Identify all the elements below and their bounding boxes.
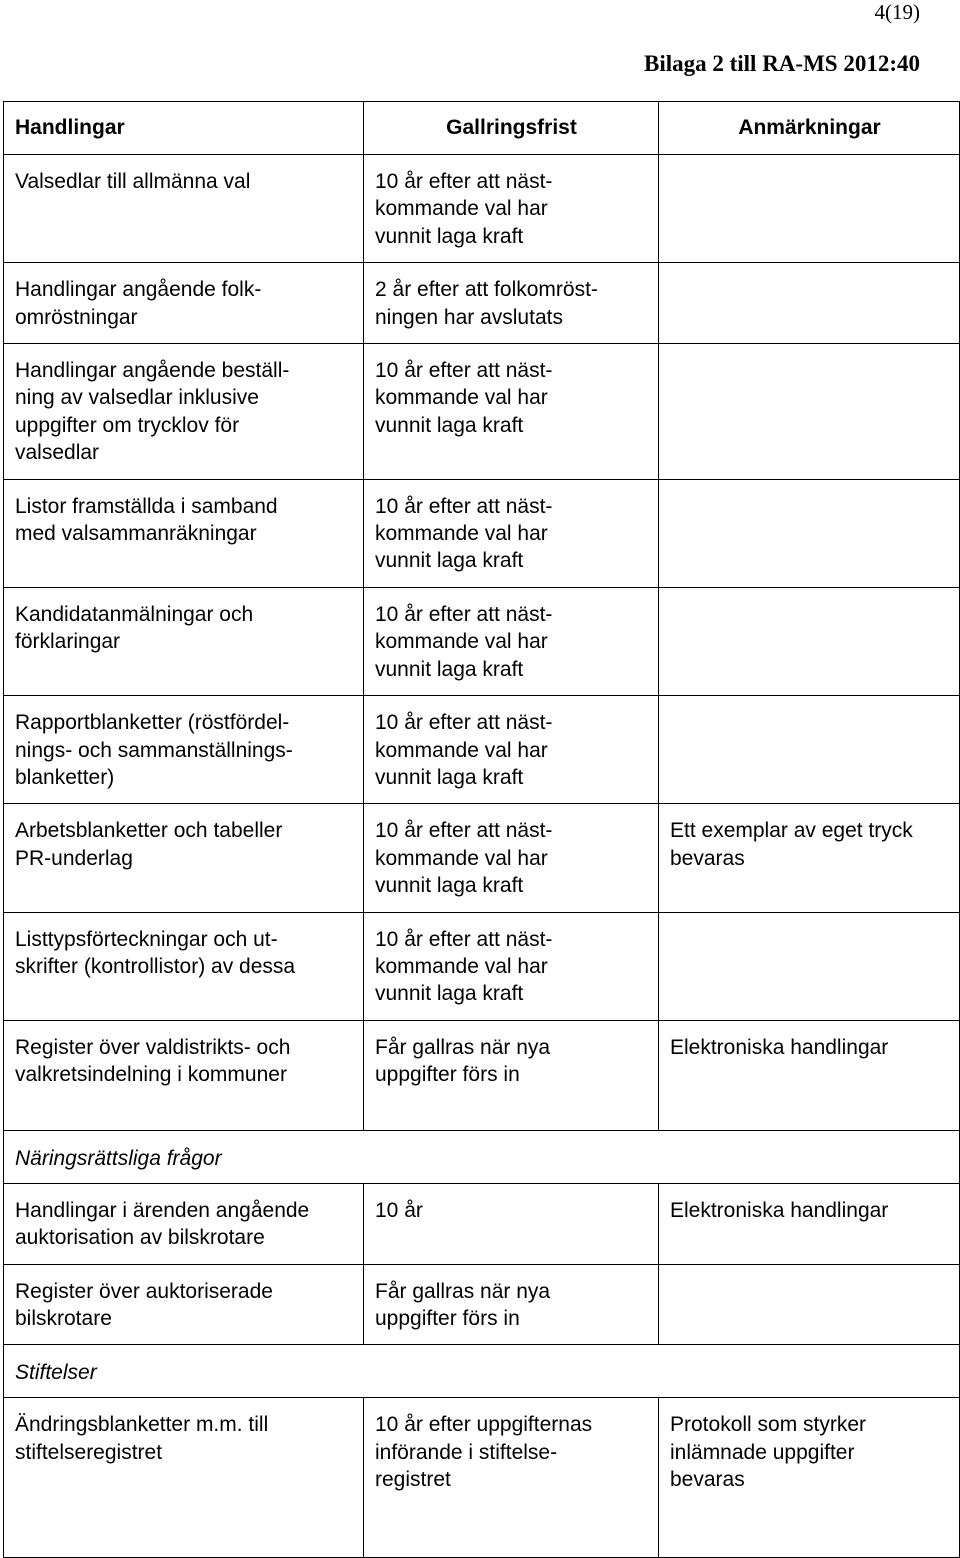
table-row bbox=[4, 155, 960, 263]
row-gallringsfrist: Får gallras när nya uppgifter förs in bbox=[375, 1279, 551, 1330]
appendix-label: Bilaga 2 till RA-MS 2012:40 bbox=[644, 51, 920, 76]
row-anmarkning: Ett exemplar av eget tryck bevaras bbox=[670, 819, 913, 870]
row-handling: Listtypsförteckningar och ut- skrifter (kontrollistor) av dessa bbox=[15, 927, 296, 978]
retention-table bbox=[3, 101, 960, 1558]
table-row bbox=[4, 1020, 960, 1130]
table-row bbox=[4, 804, 960, 912]
column-header-gallringsfrist: Gallringsfrist bbox=[364, 102, 659, 155]
table-row bbox=[4, 587, 960, 695]
row-anmarkning: Elektroniska handlingar bbox=[670, 1198, 889, 1222]
row-gallringsfrist: 10 år efter att näst- kommande val har vunnit laga kraft bbox=[375, 494, 553, 573]
row-gallringsfrist: 10 år efter att näst- kommande val har vunnit laga kraft bbox=[375, 819, 553, 898]
column-header-anmarkningar: Anmärkningar bbox=[659, 102, 960, 155]
row-handling: Valsedlar till allmänna val bbox=[15, 170, 251, 193]
table-row bbox=[4, 912, 960, 1020]
row-gallringsfrist: 10 år efter att näst- kommande val har vunnit laga kraft bbox=[375, 359, 553, 437]
row-handling: Handlingar i ärenden angående auktorisation av bilskrotare bbox=[15, 1198, 310, 1250]
table-row bbox=[4, 1183, 960, 1264]
row-gallringsfrist: 10 år efter att näst- kommande val har vunnit laga kraft bbox=[375, 602, 553, 681]
section-heading-naringsrattsliga: Näringsrättsliga frågor bbox=[15, 1146, 222, 1170]
section-row bbox=[4, 1345, 960, 1398]
row-handling: Arbetsblanketter och tabeller PR-underlag bbox=[15, 819, 283, 870]
table-row bbox=[4, 1398, 960, 1558]
row-gallringsfrist: Får gallras när nya uppgifter förs in bbox=[375, 1035, 551, 1087]
row-handling: Rapportblanketter (röstfördel- nings- och sammanställnings- blanketter) bbox=[15, 711, 293, 789]
section-heading-stiftelser: Stiftelser bbox=[15, 1361, 97, 1385]
table-row bbox=[4, 344, 960, 480]
row-handling: Register över valdistrikts- och valkretsindelning i kommuner bbox=[15, 1035, 291, 1087]
column-header-handlingar: Handlingar bbox=[4, 102, 364, 155]
row-gallringsfrist: 10 år efter att näst- kommande val har vunnit laga kraft bbox=[375, 170, 553, 248]
table-row bbox=[4, 263, 960, 344]
row-anmarkning: Protokoll som styrker inlämnade uppgifter bevaras bbox=[670, 1413, 867, 1492]
row-gallringsfrist: 10 år efter att näst- kommande val har vunnit laga kraft bbox=[375, 711, 553, 789]
table-header-row bbox=[4, 102, 960, 155]
row-gallringsfrist: 10 år efter att näst- kommande val har vunnit laga kraft bbox=[375, 927, 553, 1006]
table-row bbox=[4, 479, 960, 587]
table-row bbox=[4, 1264, 960, 1345]
page-number: 4(19) bbox=[874, 0, 920, 24]
row-gallringsfrist: 2 år efter att folkomröst- ningen har avslutats bbox=[375, 278, 598, 329]
table-row bbox=[4, 696, 960, 804]
row-gallringsfrist: 10 år bbox=[375, 1198, 423, 1222]
row-handling: Listor framställda i samband med valsammanräkningar bbox=[15, 494, 278, 546]
row-gallringsfrist: 10 år efter uppgifternas införande i stiftelse- registret bbox=[375, 1413, 593, 1492]
row-handling: Handlingar angående beställ- ning av valsedlar inklusive uppgifter om trycklov för valsedlar bbox=[15, 359, 290, 465]
row-handling: Handlingar angående folk- omröstningar bbox=[15, 278, 262, 329]
row-anmarkning: Elektroniska handlingar bbox=[670, 1035, 889, 1059]
row-handling: Kandidatanmälningar och förklaringar bbox=[15, 602, 254, 654]
row-handling: Ändringsblanketter m.m. till stiftelseregistret bbox=[15, 1413, 269, 1464]
row-handling: Register över auktoriserade bilskrotare bbox=[15, 1279, 273, 1330]
section-row bbox=[4, 1130, 960, 1183]
